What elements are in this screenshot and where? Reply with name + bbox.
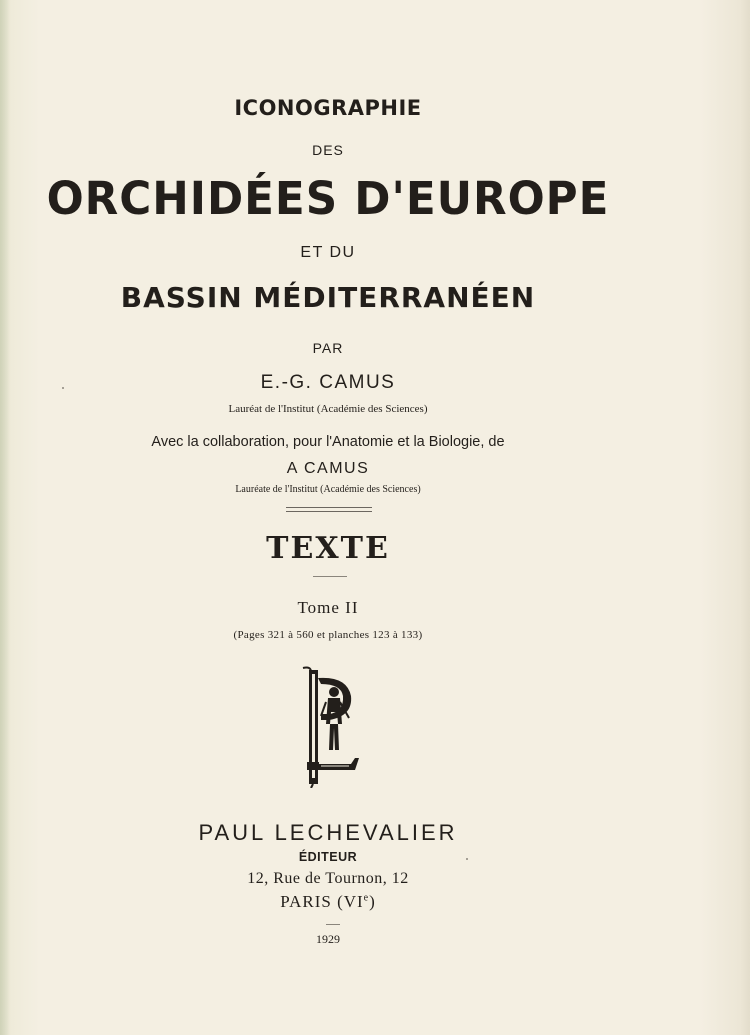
- publisher-role: ÉDITEUR: [298, 850, 358, 864]
- publisher-name: PAUL LECHEVALIER: [198, 820, 458, 845]
- double-rule-divider: [286, 507, 372, 512]
- publication-year: 1929: [316, 932, 340, 946]
- volume-scope: (Pages 321 à 560 et planches 123 à 133): [233, 629, 423, 641]
- paper-speck: [62, 387, 64, 389]
- coauthor-name: A CAMUS: [286, 460, 370, 477]
- connector-et-du: ET DU: [300, 244, 356, 261]
- city-name: PARIS (VI: [280, 892, 364, 911]
- connector-par: PAR: [312, 340, 344, 356]
- city-superscript: e: [363, 892, 370, 904]
- tiny-rule-divider: [326, 924, 340, 925]
- short-rule-divider: [313, 576, 347, 577]
- coauthor-credential: Lauréate de l'Institut (Académie des Sciences): [235, 484, 421, 495]
- paper-speck: [466, 858, 468, 860]
- city-close: ): [369, 892, 376, 911]
- author-credential: Lauréat de l'Institut (Académie des Sciences): [228, 403, 428, 415]
- connector-des: DES: [312, 142, 344, 158]
- section-title: TEXTE: [266, 531, 390, 566]
- series-title: ICONOGRAPHIE: [234, 96, 422, 120]
- author-name: E.-G. CAMUS: [260, 372, 396, 393]
- publisher-city: [0, 892, 656, 912]
- subtitle: BASSIN MÉDITERRANÉEN: [120, 281, 536, 314]
- collaboration-line: Avec la collaboration, pour l'Anatomie et la Biologie, de: [151, 434, 505, 450]
- publisher-address: 12, Rue de Tournon, 12: [247, 870, 409, 887]
- main-title: ORCHIDÉES D'EUROPE: [46, 172, 610, 225]
- publisher-monogram-logo-icon: [299, 666, 365, 788]
- volume-label: Tome II: [297, 598, 359, 617]
